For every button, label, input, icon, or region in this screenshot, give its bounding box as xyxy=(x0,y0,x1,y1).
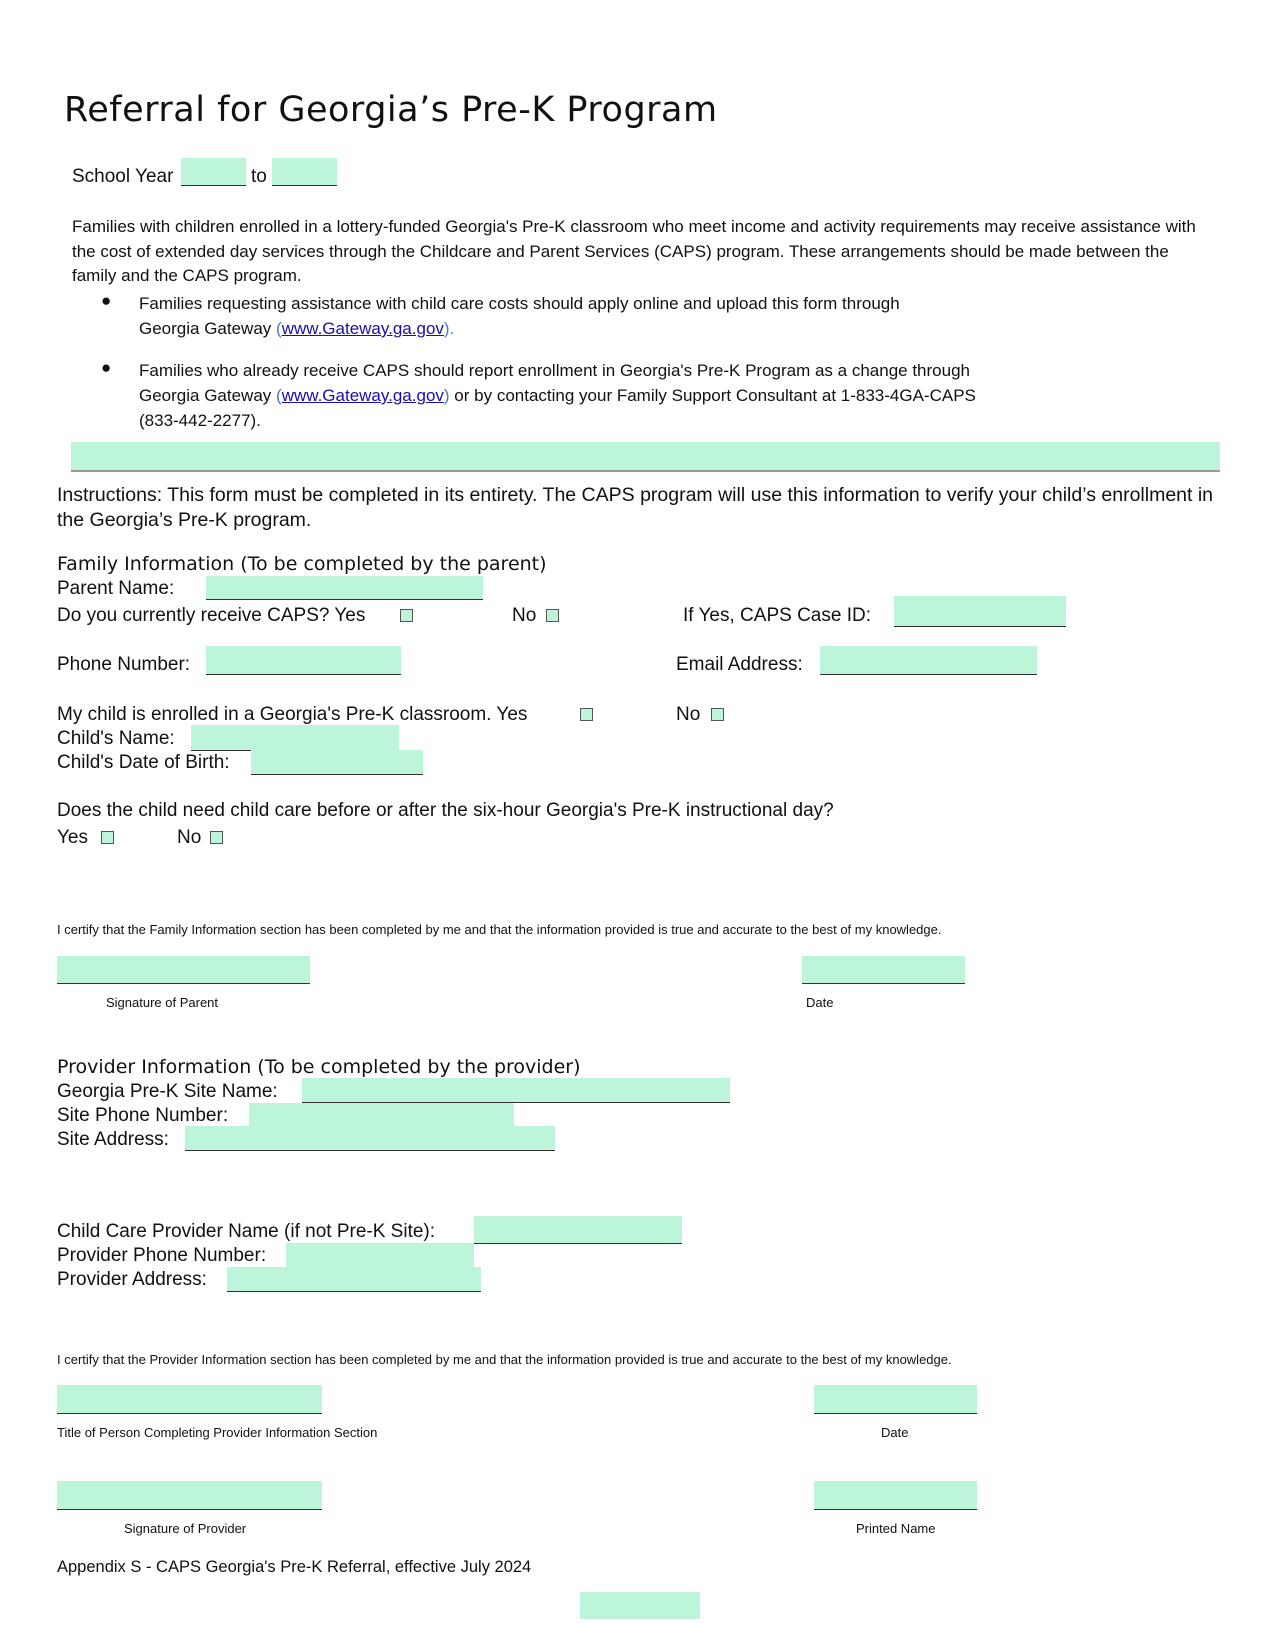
child-dob-label: Child's Date of Birth: xyxy=(57,752,230,773)
child-enrolled-yes-checkbox[interactable] xyxy=(580,708,593,721)
child-enrolled-no-checkbox[interactable] xyxy=(711,708,724,721)
parent-name-label: Parent Name: xyxy=(57,578,175,599)
site-address-label: Site Address: xyxy=(57,1129,169,1150)
bullet-line: Families who already receive CAPS should report enrollment in Georgia's Pre-K Program as a change through xyxy=(139,361,970,380)
parent-signature-field[interactable] xyxy=(57,956,310,984)
site-phone-label: Site Phone Number: xyxy=(57,1105,229,1126)
page-title: Referral for Georgia’s Pre-K Program xyxy=(64,90,718,130)
gateway-link[interactable]: www.Gateway.ga.gov xyxy=(281,319,444,338)
bullet-text: Georgia Gateway xyxy=(139,319,277,338)
provider-date-label: Date xyxy=(881,1425,909,1440)
provider-signature-field[interactable] xyxy=(57,1481,322,1510)
school-year-to-label: to xyxy=(251,166,267,187)
provider-title-field[interactable] xyxy=(57,1385,322,1414)
provider-certify-statement: I certify that the Provider Information section has been completed by me and that the information provided is true and accurate to the best of my knowledge. xyxy=(57,1352,952,1367)
provider-printed-name-field[interactable] xyxy=(814,1481,977,1510)
bullet-line xyxy=(139,383,976,408)
need-care-no-label: No xyxy=(177,827,202,848)
provider-phone-field[interactable] xyxy=(286,1243,474,1268)
parent-date-label: Date xyxy=(806,995,834,1010)
cc-provider-name-label: Child Care Provider Name (if not Pre-K Site): xyxy=(57,1221,436,1242)
site-name-label: Georgia Pre-K Site Name: xyxy=(57,1081,278,1102)
bullet-dot: ● xyxy=(101,358,112,377)
email-address-field[interactable] xyxy=(820,646,1037,675)
email-address-label: Email Address: xyxy=(676,654,803,675)
parent-signature-label: Signature of Parent xyxy=(106,995,219,1010)
footer-field[interactable] xyxy=(580,1592,700,1619)
child-name-field[interactable] xyxy=(191,725,399,751)
caps-case-id-field[interactable] xyxy=(894,596,1066,627)
cc-provider-name-field[interactable] xyxy=(474,1216,682,1244)
bullet-text: or by contacting your Family Support Consultant at 1-833-4GA-CAPS xyxy=(449,386,976,405)
child-dob-field[interactable] xyxy=(251,750,423,775)
receive-caps-no-checkbox[interactable] xyxy=(546,609,559,622)
phone-number-label: Phone Number: xyxy=(57,654,191,675)
child-enrolled-label: My child is enrolled in a Georgia's Pre-K classroom. Yes xyxy=(57,704,528,725)
provider-address-label: Provider Address: xyxy=(57,1269,207,1290)
provider-title-label: Title of Person Completing Provider Information Section xyxy=(57,1425,378,1440)
need-care-yes-label: Yes xyxy=(57,827,88,848)
school-year-start-field[interactable] xyxy=(181,158,246,186)
bullet-line: (833-442-2277). xyxy=(139,411,261,430)
provider-date-field[interactable] xyxy=(814,1385,977,1414)
gateway-link[interactable]: www.Gateway.ga.gov xyxy=(281,386,444,405)
receive-caps-no-label: No xyxy=(512,605,537,626)
need-care-question: Does the child need child care before or after the six-hour Georgia's Pre-K instructional day? xyxy=(57,800,834,821)
bullet-dot: ● xyxy=(101,291,112,310)
need-care-yes-checkbox[interactable] xyxy=(101,831,114,844)
parent-date-field[interactable] xyxy=(802,956,965,984)
family-section-heading: Family Information (To be completed by the parent) xyxy=(57,553,547,575)
phone-number-field[interactable] xyxy=(206,646,401,675)
bullet-report-change xyxy=(139,358,976,433)
caps-case-id-label: If Yes, CAPS Case ID: xyxy=(683,605,871,626)
parent-name-field[interactable] xyxy=(206,576,483,600)
provider-address-field[interactable] xyxy=(227,1267,481,1292)
need-care-no-checkbox[interactable] xyxy=(210,831,223,844)
site-phone-field[interactable] xyxy=(249,1103,514,1127)
school-year-end-field[interactable] xyxy=(272,158,337,186)
provider-phone-label: Provider Phone Number: xyxy=(57,1245,267,1266)
paren-open: ( xyxy=(276,319,282,338)
provider-section-heading: Provider Information (To be completed by the provider) xyxy=(57,1056,581,1078)
footer-text: Appendix S - CAPS Georgia's Pre-K Referral, effective July 2024 xyxy=(57,1558,532,1576)
paren-close: ) xyxy=(443,386,450,405)
separator-field[interactable] xyxy=(71,442,1220,472)
receive-caps-label: Do you currently receive CAPS? Yes xyxy=(57,605,366,626)
intro-paragraph: Families with children enrolled in a lottery-funded Georgia's Pre-K classroom who meet income and activity requirements may receive assistance with the cost of extended day services through the Childcare and Parent Services (CAPS) program. These arrangements should be made between the family and the CAPS program. xyxy=(72,217,1196,285)
bullet-apply-online xyxy=(139,291,900,341)
site-name-field[interactable] xyxy=(302,1078,730,1103)
child-name-label: Child's Name: xyxy=(57,728,175,749)
school-year-label: School Year xyxy=(72,166,174,187)
bullet-line xyxy=(139,316,900,341)
site-address-field[interactable] xyxy=(185,1126,555,1151)
paren-close: ). xyxy=(443,319,455,338)
instructions: Instructions: This form must be completed in its entirety. The CAPS program will use this information to verify your child’s enrollment in the Georgia’s Pre-K program. xyxy=(57,484,1214,531)
child-enrolled-no-label: No xyxy=(676,704,701,725)
provider-printed-name-label: Printed Name xyxy=(856,1521,936,1536)
bullet-line: Families requesting assistance with child care costs should apply online and upload this form through xyxy=(139,294,900,313)
paren-open: ( xyxy=(276,386,282,405)
family-certify-statement: I certify that the Family Information section has been completed by me and that the information provided is true and accurate to the best of my knowledge. xyxy=(57,922,942,937)
provider-signature-label: Signature of Provider xyxy=(124,1521,247,1536)
bullet-text: Georgia Gateway xyxy=(139,386,277,405)
receive-caps-yes-checkbox[interactable] xyxy=(400,609,413,622)
